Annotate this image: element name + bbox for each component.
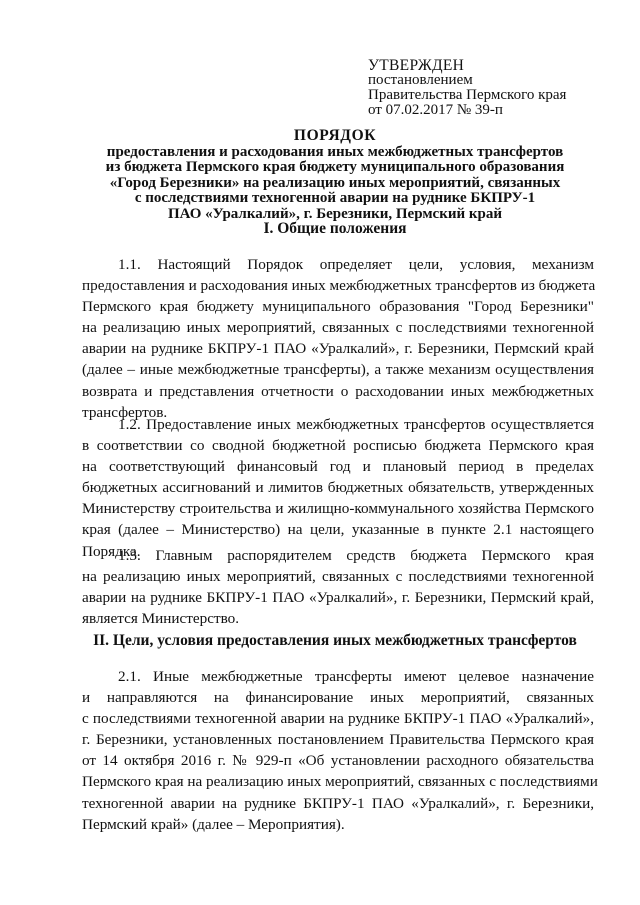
- text-line: с последствиями техногенной аварии на руднике БКПРУ-1 ПАО «Уралкалий»,: [82, 710, 594, 728]
- text-line: 1.3. Главным распорядителем средств бюджета Пермского края: [118, 547, 594, 564]
- text-line: г. Березники, установленных постановлением Правительства Пермского края: [82, 731, 594, 749]
- text-line: Министерству строительства и жилищно-коммунального хозяйства Пермского: [82, 500, 594, 518]
- approval-line-1: постановлением: [368, 72, 473, 88]
- text-line: края (далее – Министерство) на цели, указанные в пункте 2.1 настоящего: [82, 521, 594, 539]
- paragraph-1-1: [82, 254, 594, 423]
- text-line: Пермского края бюджету муниципального образования "Город Березники": [82, 298, 594, 316]
- text-line: на реализацию иных мероприятий, связанных с последствиями техногенной: [82, 319, 594, 337]
- text-line: (далее – иные межбюджетные трансферты), а также механизм осуществления: [82, 361, 594, 379]
- paragraph-2-1: [82, 666, 598, 835]
- paragraph-1-3: [82, 545, 594, 629]
- text-line: на соответствующий финансовый год и плановый период в пределах: [82, 458, 594, 476]
- text-line: Пермский край» (далее – Мероприятия).: [82, 815, 345, 833]
- text-line: на реализацию иных мероприятий, связанных с последствиями техногенной: [82, 568, 594, 586]
- section-2-heading: II. Цели, условия предоставления иных межбюджетных трансфертов: [93, 632, 577, 649]
- text-line: Порядка.: [82, 542, 141, 560]
- approval-stamp: [368, 58, 608, 118]
- text-line: трансфертов.: [82, 403, 168, 421]
- approval-line-2: Правительства Пермского края: [368, 87, 567, 103]
- section-1-heading: I. Общие положения: [263, 220, 407, 237]
- text-line: аварии на руднике БКПРУ-1 ПАО «Уралкалий», г. Березники, Пермский край: [82, 340, 594, 358]
- title-line: «Город Березники» на реализацию иных мероприятий, связанных: [109, 174, 561, 191]
- title-line: из бюджета Пермского края бюджету муниципального образования: [105, 159, 565, 175]
- text-line: 1.1. Настоящий Порядок определяет цели, условия, механизм: [118, 256, 594, 273]
- text-line: 1.2. Предоставление иных межбюджетных трансфертов осуществляется: [118, 416, 594, 433]
- text-line: возврата и представления отчетности о расходовании иных межбюджетных: [82, 382, 594, 400]
- text-line: является Министерство.: [82, 610, 240, 628]
- title-main: ПОРЯДОК: [293, 127, 377, 144]
- title-line: предоставления и расходования иных межбюджетных трансфертов: [106, 143, 564, 160]
- title-line: с последствиями техногенной аварии на руднике БКПРУ-1: [134, 190, 536, 206]
- paragraph-1-2: [82, 414, 594, 562]
- text-line: аварии на руднике БКПРУ-1 ПАО «Уралкалий», г. Березники, Пермский край,: [82, 589, 594, 607]
- text-line: предоставления и расходования иных межбюджетных трансфертов из бюджета: [82, 277, 596, 295]
- text-line: 2.1. Иные межбюджетные трансферты имеют целевое назначение: [118, 668, 594, 685]
- text-line: Пермского края на реализацию иных мероприятий, связанных с последствиями: [82, 773, 598, 791]
- text-line: от 14 октября 2016 г. № 929-п «Об установлении расходного обязательства: [82, 752, 594, 770]
- approval-line-3: от 07.02.2017 № 39-п: [368, 102, 503, 118]
- document-title: [90, 128, 580, 222]
- text-line: и направляются на финансирование иных мероприятий, связанных: [82, 689, 594, 707]
- text-line: бюджетных ассигнований и лимитов бюджетных обязательств, утвержденных: [82, 479, 594, 497]
- approval-heading: УТВЕРЖДЕН: [368, 57, 465, 74]
- text-line: техногенной аварии на руднике БКПРУ-1 ПАО «Уралкалий», г. Березники,: [82, 794, 594, 812]
- text-line: в соответствии со сводной бюджетной росписью бюджета Пермского края: [82, 437, 594, 455]
- title-line: ПАО «Уралкалий», г. Березники, Пермский край: [168, 205, 502, 222]
